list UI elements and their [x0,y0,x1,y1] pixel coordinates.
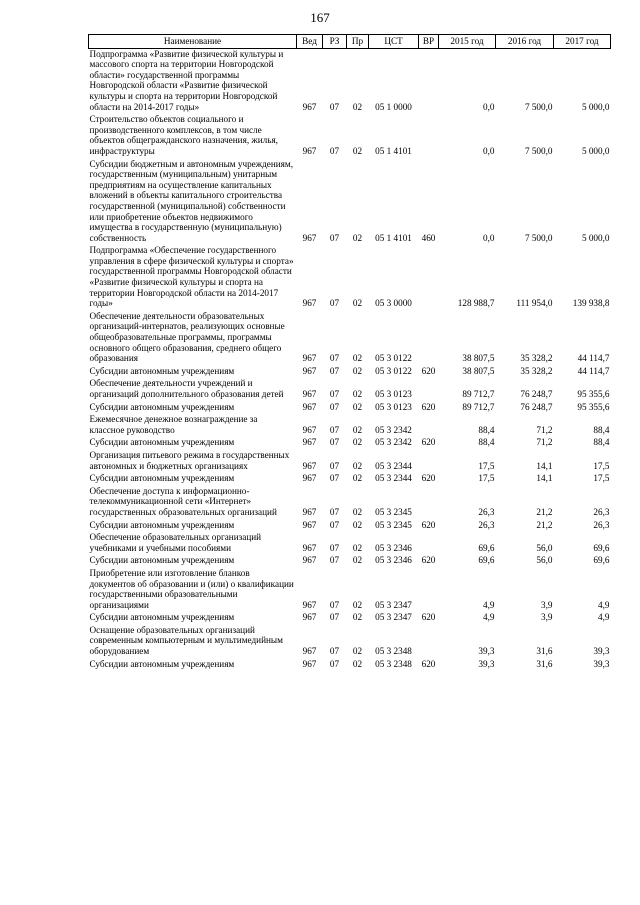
row-pr: 02 [352,401,363,412]
row-vr [419,48,439,114]
row-name: Субсидии автономным учреждениям [89,365,235,376]
row-name: Субсидии автономным учреждениям [89,473,235,484]
row-cst: 05 3 2348 [375,646,412,657]
row-name: Субсидии автономным учреждениям [89,437,235,448]
row-value-2015: 0,0 [483,232,495,243]
table-row [89,245,611,311]
row-cst: 05 1 4101 [375,145,412,156]
row-cst: 05 3 2347 [375,612,412,623]
row-value-2015: 38 807,5 [462,365,495,376]
row-vr: 620 [421,612,436,623]
row-value-2016: 31,6 [536,646,553,657]
row-value-2017: 39,3 [593,658,610,669]
row-pr: 02 [352,473,363,484]
row-cst: 05 3 2344 [375,460,412,471]
row-name: Ежемесячное денежное вознаграждение за классное руководство [89,414,258,435]
row-pr: 02 [352,437,363,448]
row-cst: 05 3 2344 [375,473,412,484]
row-value-2015: 89 712,7 [462,389,495,399]
row-name: Оснащение образовательных организаций современным компьютерным и мультимедийным оборудованием [89,624,283,657]
row-value-2016: 111 954,0 [516,298,553,309]
row-cst: 05 3 0123 [375,401,412,412]
row-name: Организация питьевого режима в государственных автономных и бюджетных организациях [89,449,290,471]
row-cst: 05 3 2342 [375,437,412,448]
row-value-2015: 26,3 [478,519,495,530]
row-vr [419,378,439,401]
row-ved: 967 [302,460,317,471]
row-rz: 07 [329,506,340,517]
row-value-2016: 35 328,2 [520,365,553,376]
row-ved: 967 [302,232,317,243]
row-vr: 460 [421,232,436,243]
row-rz: 07 [329,460,340,471]
table-row [89,520,611,533]
row-value-2016: 3,9 [541,612,553,623]
row-rz: 07 [329,101,340,112]
row-ved: 967 [302,599,317,610]
row-pr: 02 [352,599,363,610]
row-vr [419,568,439,612]
row-pr: 02 [352,658,363,669]
row-value-2015: 26,3 [478,506,495,517]
table-row [89,473,611,486]
row-value-2017: 88,4 [593,424,610,435]
row-value-2015: 4,9 [483,612,495,623]
row-rz: 07 [329,437,340,448]
row-rz: 07 [329,542,340,553]
row-pr: 02 [352,460,363,471]
row-value-2015: 4,9 [483,599,495,610]
row-value-2016: 7 500,0 [524,232,553,243]
row-value-2016: 14,1 [536,473,553,484]
header-2016: 2016 год [496,35,554,49]
row-rz: 07 [329,599,340,610]
table-row [89,159,611,246]
row-rz: 07 [329,401,340,412]
row-value-2017: 4,9 [598,612,610,623]
row-vr [419,486,439,520]
row-pr: 02 [352,519,363,530]
row-value-2017: 17,5 [593,460,610,471]
row-value-2015: 39,3 [478,646,495,657]
row-pr: 02 [352,298,363,309]
row-value-2016: 31,6 [536,658,553,669]
row-pr: 02 [352,365,363,376]
row-value-2017: 39,3 [593,646,610,657]
row-rz: 07 [329,232,340,243]
row-ved: 967 [302,101,317,112]
row-ved: 967 [302,145,317,156]
row-ved: 967 [302,353,317,364]
row-cst: 05 3 0000 [375,298,412,309]
row-value-2016: 56,0 [536,542,553,553]
table-row [89,568,611,612]
header-rz: РЗ [323,35,347,49]
row-vr [419,414,439,437]
row-rz: 07 [329,519,340,530]
row-vr: 620 [421,519,436,530]
row-cst: 05 3 2345 [375,506,412,517]
row-value-2015: 0,0 [483,145,495,156]
row-cst: 05 3 2346 [375,555,412,566]
row-value-2017: 69,6 [593,555,610,566]
row-value-2015: 88,4 [478,424,495,435]
row-vr: 620 [421,437,436,448]
table-row [89,532,611,555]
table-row [89,555,611,568]
row-value-2016: 76 248,7 [520,401,553,412]
table-row [89,625,611,659]
row-value-2016: 71,2 [536,437,553,448]
row-rz: 07 [329,473,340,484]
table-header [89,35,611,49]
row-cst: 05 3 2346 [375,542,412,553]
row-value-2015: 69,6 [478,555,495,566]
row-value-2015: 88,4 [478,437,495,448]
row-value-2016: 35 328,2 [520,353,553,364]
row-value-2017: 5 000,0 [581,101,610,112]
row-cst: 05 3 2345 [375,519,412,530]
row-rz: 07 [329,424,340,435]
table-row [89,414,611,437]
table-row [89,366,611,379]
row-vr [419,450,439,473]
row-value-2016: 21,2 [536,506,553,517]
table-row [89,402,611,415]
row-vr [419,532,439,555]
row-value-2017: 17,5 [593,473,610,484]
row-ved: 967 [302,555,317,566]
row-ved: 967 [302,401,317,412]
row-rz: 07 [329,389,340,399]
row-name: Субсидии бюджетным и автономным учреждениям, государственным (муниципальным) унитарным предприятиям на осуществление капитальных вложений в объекты капитального строительства государственной (муниципальной) собственности или приобретение объектов недвижимого имущества в государственную (муниципальную) собственность [89,158,294,243]
row-name: Субсидии автономным учреждениям [89,658,235,669]
row-value-2016: 21,2 [536,519,553,530]
row-value-2016: 3,9 [541,599,553,610]
row-vr: 620 [421,658,436,669]
row-cst: 05 3 0122 [375,353,412,364]
table-row [89,114,611,158]
row-cst: 05 1 0000 [375,101,412,112]
row-vr [419,311,439,366]
row-value-2017: 44 114,7 [577,353,610,364]
row-name: Субсидии автономным учреждениям [89,519,235,530]
table-row [89,437,611,450]
row-value-2015: 17,5 [478,473,495,484]
row-rz: 07 [329,612,340,623]
header-pr: Пр [347,35,369,49]
row-ved: 967 [302,646,317,657]
row-value-2015: 128 988,7 [457,298,495,309]
row-value-2015: 17,5 [478,460,495,471]
row-value-2017: 26,3 [593,506,610,517]
table-row [89,450,611,473]
row-pr: 02 [352,555,363,566]
row-pr: 02 [352,389,363,399]
row-cst: 05 3 2347 [375,599,412,610]
row-ved: 967 [302,298,317,309]
row-ved: 967 [302,365,317,376]
row-value-2017: 88,4 [593,437,610,448]
row-vr [419,625,439,659]
row-value-2017: 95 355,6 [577,389,610,399]
row-pr: 02 [352,612,363,623]
row-ved: 967 [302,542,317,553]
row-pr: 02 [352,424,363,435]
row-name: Подпрограмма «Обеспечение государственного управления в сфере физической культуры и спорта» государственной программы Новгородской области «Развитие физической культуры и спорта на территории Новгородской области на 2014-2017 годы» [89,245,294,309]
row-name: Обеспечение деятельности образовательных организаций-интернатов, реализующих основные общеобразовательные программы, программы основного общего образования, среднего общего образования [89,310,285,364]
table-row [89,486,611,520]
row-value-2017: 44 114,7 [577,365,610,376]
row-pr: 02 [352,506,363,517]
row-name: Приобретение или изготовление бланков документов об образовании и (или) о квалификации государственными образовательными организациями [89,567,294,610]
row-name: Строительство объектов социального и производственного комплексов, в том числе объектов общегражданского назначения, жилья, инфраструктуры [89,114,278,156]
row-name: Обеспечение доступа к информационно-телекоммуникационной сети «Интернет» государственных образовательных организаций [89,485,277,517]
row-value-2016: 7 500,0 [524,101,553,112]
header-ved: Вед [297,35,323,49]
row-name: Субсидии автономным учреждениям [89,401,235,412]
row-value-2015: 38 807,5 [462,353,495,364]
row-name: Подпрограмма «Развитие физической культуры и массового спорта на территории Новгородской области» государственной программы Новгородской области «Развитие физической культуры и спорта на территории Новгородской области на 2014-2017 годы» [89,48,284,112]
header-cst: ЦСТ [369,35,419,49]
row-rz: 07 [329,145,340,156]
budget-table [88,34,611,671]
row-pr: 02 [352,101,363,112]
row-cst: 05 3 0122 [375,365,412,376]
row-value-2015: 89 712,7 [462,401,495,412]
header-2015: 2015 год [439,35,496,49]
row-value-2015: 0,0 [483,101,495,112]
table-row [89,659,611,672]
row-value-2017: 4,9 [598,599,610,610]
header-vr: ВР [419,35,439,49]
row-value-2017: 95 355,6 [577,401,610,412]
row-vr [419,245,439,311]
row-ved: 967 [302,519,317,530]
row-ved: 967 [302,424,317,435]
row-value-2017: 5 000,0 [581,145,610,156]
header-name: Наименование [89,35,297,49]
row-pr: 02 [352,542,363,553]
row-ved: 967 [302,506,317,517]
row-value-2016: 71,2 [536,424,553,435]
row-vr: 620 [421,473,436,484]
row-value-2017: 26,3 [593,519,610,530]
row-name: Субсидии автономным учреждениям [89,555,235,566]
row-name: Обеспечение образовательных организаций учебниками и учебными пособиями [89,532,262,553]
table-body [89,48,611,671]
row-value-2015: 39,3 [478,658,495,669]
row-cst: 05 3 2342 [375,424,412,435]
row-rz: 07 [329,555,340,566]
row-name: Обеспечение деятельности учреждений и организаций дополнительного образования детей [89,378,284,399]
row-rz: 07 [329,353,340,364]
row-vr: 620 [421,555,436,566]
row-value-2016: 56,0 [536,555,553,566]
row-value-2015: 69,6 [478,542,495,553]
row-pr: 02 [352,646,363,657]
row-vr: 620 [421,365,436,376]
row-pr: 02 [352,145,363,156]
page-number: 167 [310,10,330,25]
row-rz: 07 [329,658,340,669]
row-ved: 967 [302,389,317,399]
row-pr: 02 [352,232,363,243]
row-vr [419,114,439,158]
row-cst: 05 3 2348 [375,658,412,669]
row-name: Субсидии автономным учреждениям [89,612,235,623]
row-ved: 967 [302,658,317,669]
header-2017: 2017 год [554,35,611,49]
table-row [89,311,611,366]
row-value-2016: 7 500,0 [524,145,553,156]
row-rz: 07 [329,298,340,309]
row-value-2017: 139 938,8 [572,298,610,309]
row-ved: 967 [302,437,317,448]
row-pr: 02 [352,353,363,364]
row-ved: 967 [302,473,317,484]
row-value-2017: 69,6 [593,542,610,553]
table-row [89,48,611,114]
row-value-2016: 14,1 [536,460,553,471]
row-vr: 620 [421,401,436,412]
table-row [89,612,611,625]
header-row [89,35,611,49]
row-ved: 967 [302,612,317,623]
row-rz: 07 [329,646,340,657]
row-value-2016: 76 248,7 [520,389,553,399]
row-cst: 05 1 4101 [375,232,412,243]
row-value-2017: 5 000,0 [581,232,610,243]
row-cst: 05 3 0123 [375,389,412,399]
table-row [89,378,611,401]
row-rz: 07 [329,365,340,376]
